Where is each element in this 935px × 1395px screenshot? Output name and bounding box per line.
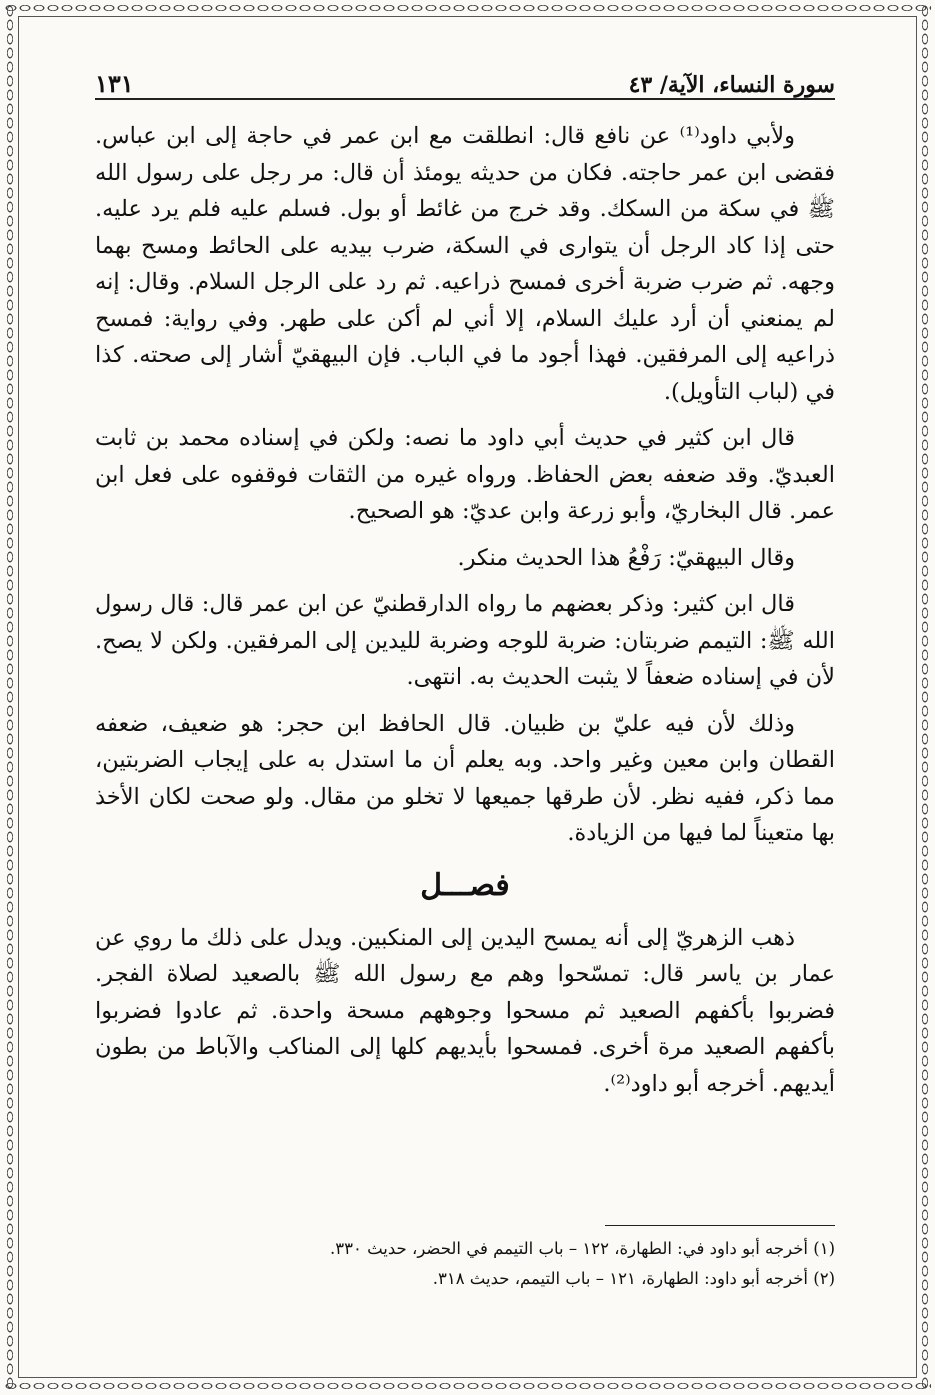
section-paragraph-1: ذهب الزهريّ إلى أنه يمسح اليدين إلى المنكبين. ويدل على ذلك ما روي عن عمار بن ياسر قال: تمسّحوا وهم مع رسول الله ﷺ بالصعيد لصلاة الفجر. فضربوا بأكفهم الصعيد ثم مسحوا وجوههم مسحة واحدة. ثم عادوا فضربوا بأكفهم الصعيد مرة أخرى. فمسحوا بأيديهم كلها إلى المناكب والآباط من بطون أيديهم. أخرجه أبو داود⁽²⁾.: [95, 924, 835, 1097]
paragraph-1: ولأبي داود⁽¹⁾ عن نافع قال: انطلقت مع ابن عمر في حاجة إلى ابن عباس. فقضى ابن عمر حاجته. فكان من حديثه يومئذ أن قال: مر رجل على رسول الله ﷺ في سكة من السكك. وقد خرج من غائط أو بول. فسلم عليه فلم يرد عليه. حتى إذا كاد الرجل أن يتوارى في السكة، ضرب بيديه على الحائط ومسح بهما وجهه. ثم ضرب ضربة أخرى فمسح ذراعيه. ثم رد على الرجل السلام. وقال: إنه لم يمنعني أن أرد عليك السلام، إلا أني لم أكن على طهر. وفي رواية: فمسح ذراعيه إلى المرفقين. فهذا أجود ما في الباب. فإن البيهقيّ أشار إلى صحته. كذا في (لباب التأويل).: [95, 123, 835, 405]
running-header: [95, 60, 835, 100]
page-number: ١٣١: [95, 69, 134, 98]
footnote-1: (١) أخرجه أبو داود في: الطهارة، ١٢٢ – باب التيمم في الحضر، حديث ٣٣٠.: [330, 1239, 835, 1258]
footnotes: [95, 1225, 835, 1294]
running-title: سورة النساء، الآية/ ٤٣: [628, 72, 835, 98]
decorative-border-bottom: [4, 1380, 931, 1392]
footnote-2: (٢) أخرجه أبو داود: الطهارة، ١٢١ – باب التيمم، حديث ٣١٨.: [432, 1269, 835, 1288]
section-heading: فصـــل: [420, 867, 510, 903]
footnote-divider: [605, 1225, 835, 1226]
decorative-border-right: [919, 4, 931, 1391]
paragraph-5: وذلك لأن فيه عليّ بن ظبيان. قال الحافظ ابن حجر: هو ضعيف، ضعفه القطان وابن معين وغير واحد. وبه يعلم أن ما استدل به على إيجاب الضربتين، مما ذكر، ففيه نظر. لأن طرقها جميعها لا تخلو من مقال. ولو صحت لكان الأخذ بها متعيناً لما فيها من الزيادة.: [95, 710, 835, 846]
page-content: [95, 60, 835, 1355]
paragraph-2: قال ابن كثير في حديث أبي داود ما نصه: ولكن في إسناده محمد بن ثابت العبديّ. وقد ضعفه بعض الحفاظ. ورواه غيره من الثقات فوقفوه على فعل ابن عمر. قال البخاريّ، وأبو زرعة وابن عديّ: هو الصحيح.: [95, 425, 835, 524]
paragraph-3: وقال البيهقيّ: رَفْعُ هذا الحديث منكر.: [457, 544, 795, 571]
decorative-border-left: [4, 4, 16, 1391]
paragraph-4: قال ابن كثير: وذكر بعضهم ما رواه الدارقطنيّ عن ابن عمر قال: قال رسول الله ﷺ: التيمم ضربتان: ضربة للوجه وضربة لليدين إلى المرفقين. ولكن لا يصح. لأن في إسناده ضعفاً لا يثبت الحديث به. انتهى.: [95, 591, 835, 690]
decorative-border-top: [4, 2, 931, 14]
main-text: [95, 118, 835, 1102]
